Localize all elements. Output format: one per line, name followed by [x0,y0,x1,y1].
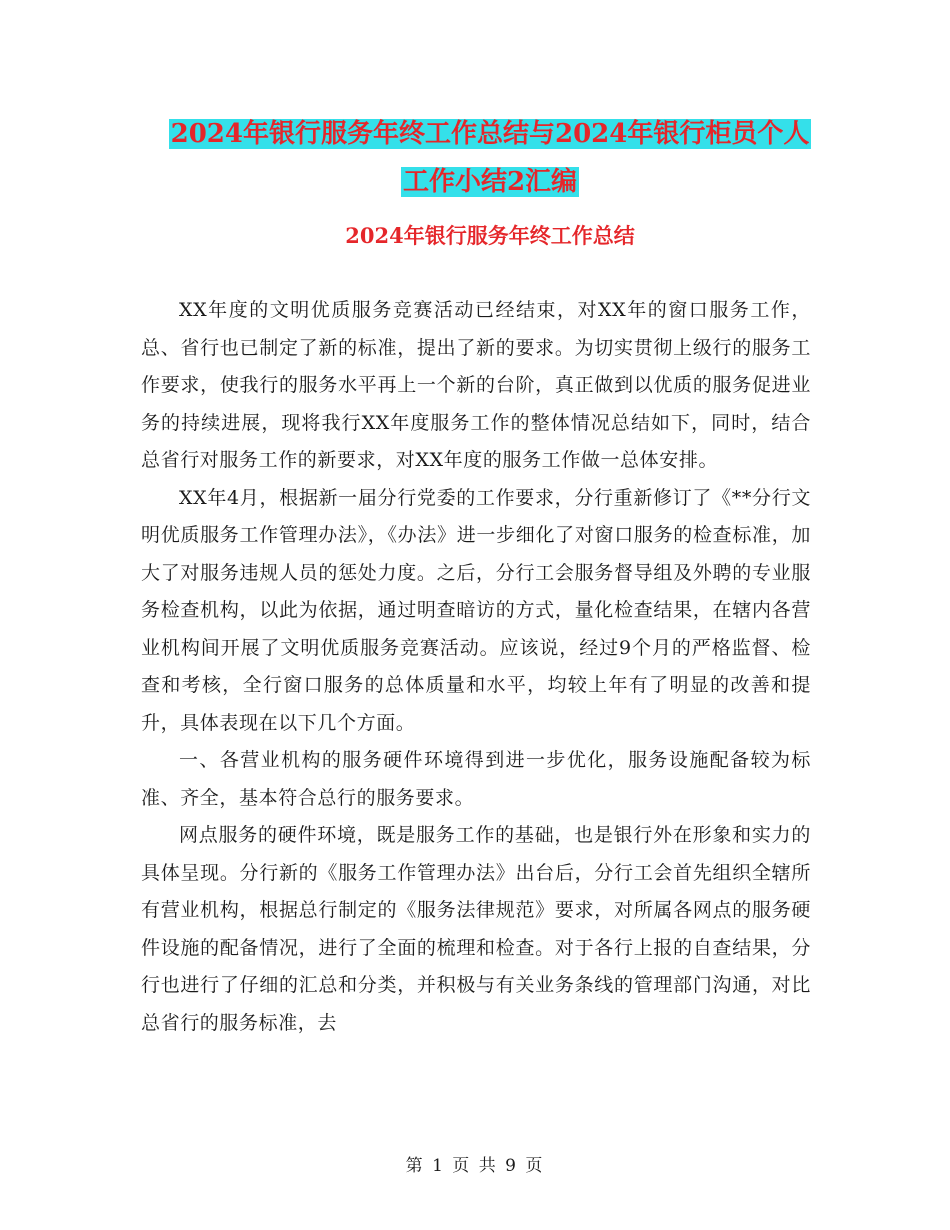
section-heading: 2024年银行服务年终工作总结 [345,223,635,248]
paragraph: XX年4月，根据新一届分行党委的工作要求，分行重新修订了《**分行文明优质服务工作管理办法》，《办法》进一步细化了对窗口服务的检查标准，加大了对服务违规人员的惩处力度。之后，分行工会服务督导组及外聘的专业服务检查机构，以此为依据，通过明查暗访的方式，量化检查结果，在辖内各营业机构间开展了文明优质服务竞赛活动。应该说，经过9个月的严格监督、检查和考核，全行窗口服务的总体质量和水平，均较上年有了明显的改善和提升，具体表现在以下几个方面。 [141,486,811,734]
page-footer: 第 1 页 共 9 页 [405,1156,545,1176]
document-title [140,110,840,206]
document-body [141,292,811,1042]
paragraph: 一、各营业机构的服务硬件环境得到进一步优化，服务设施配备较为标准、齐全，基本符合总行的服务要求。 [141,749,811,809]
paragraph: 网点服务的硬件环境，既是服务工作的基础，也是银行外在形象和实力的具体呈现。分行新的《服务工作管理办法》出台后，分行工会首先组织全辖所有营业机构，根据总行制定的《服务法律规范》要求，对所属各网点的服务硬件设施的配备情况，进行了全面的梳理和检查。对于各行上报的自查结果，分行也进行了仔细的汇总和分类，并积极与有关业务条线的管理部门沟通，对比总省行的服务标准，去 [141,824,811,1034]
paragraph: XX年度的文明优质服务竞赛活动已经结束，对XX年的窗口服务工作，总、省行也已制定了新的标准，提出了新的要求。为切实贯彻上级行的服务工作要求，使我行的服务水平再上一个新的台阶，真正做到以优质的服务促进业务的持续进展，现将我行XX年度服务工作的整体情况总结如下，同时，结合总省行对服务工作的新要求，对XX年度的服务工作做一总体安排。 [141,299,811,471]
document-title-line-1: 2024年银行服务年终工作总结与2024年银行柜员个人 [170,119,810,149]
document-title-line-2: 工作小结2汇编 [402,167,578,197]
